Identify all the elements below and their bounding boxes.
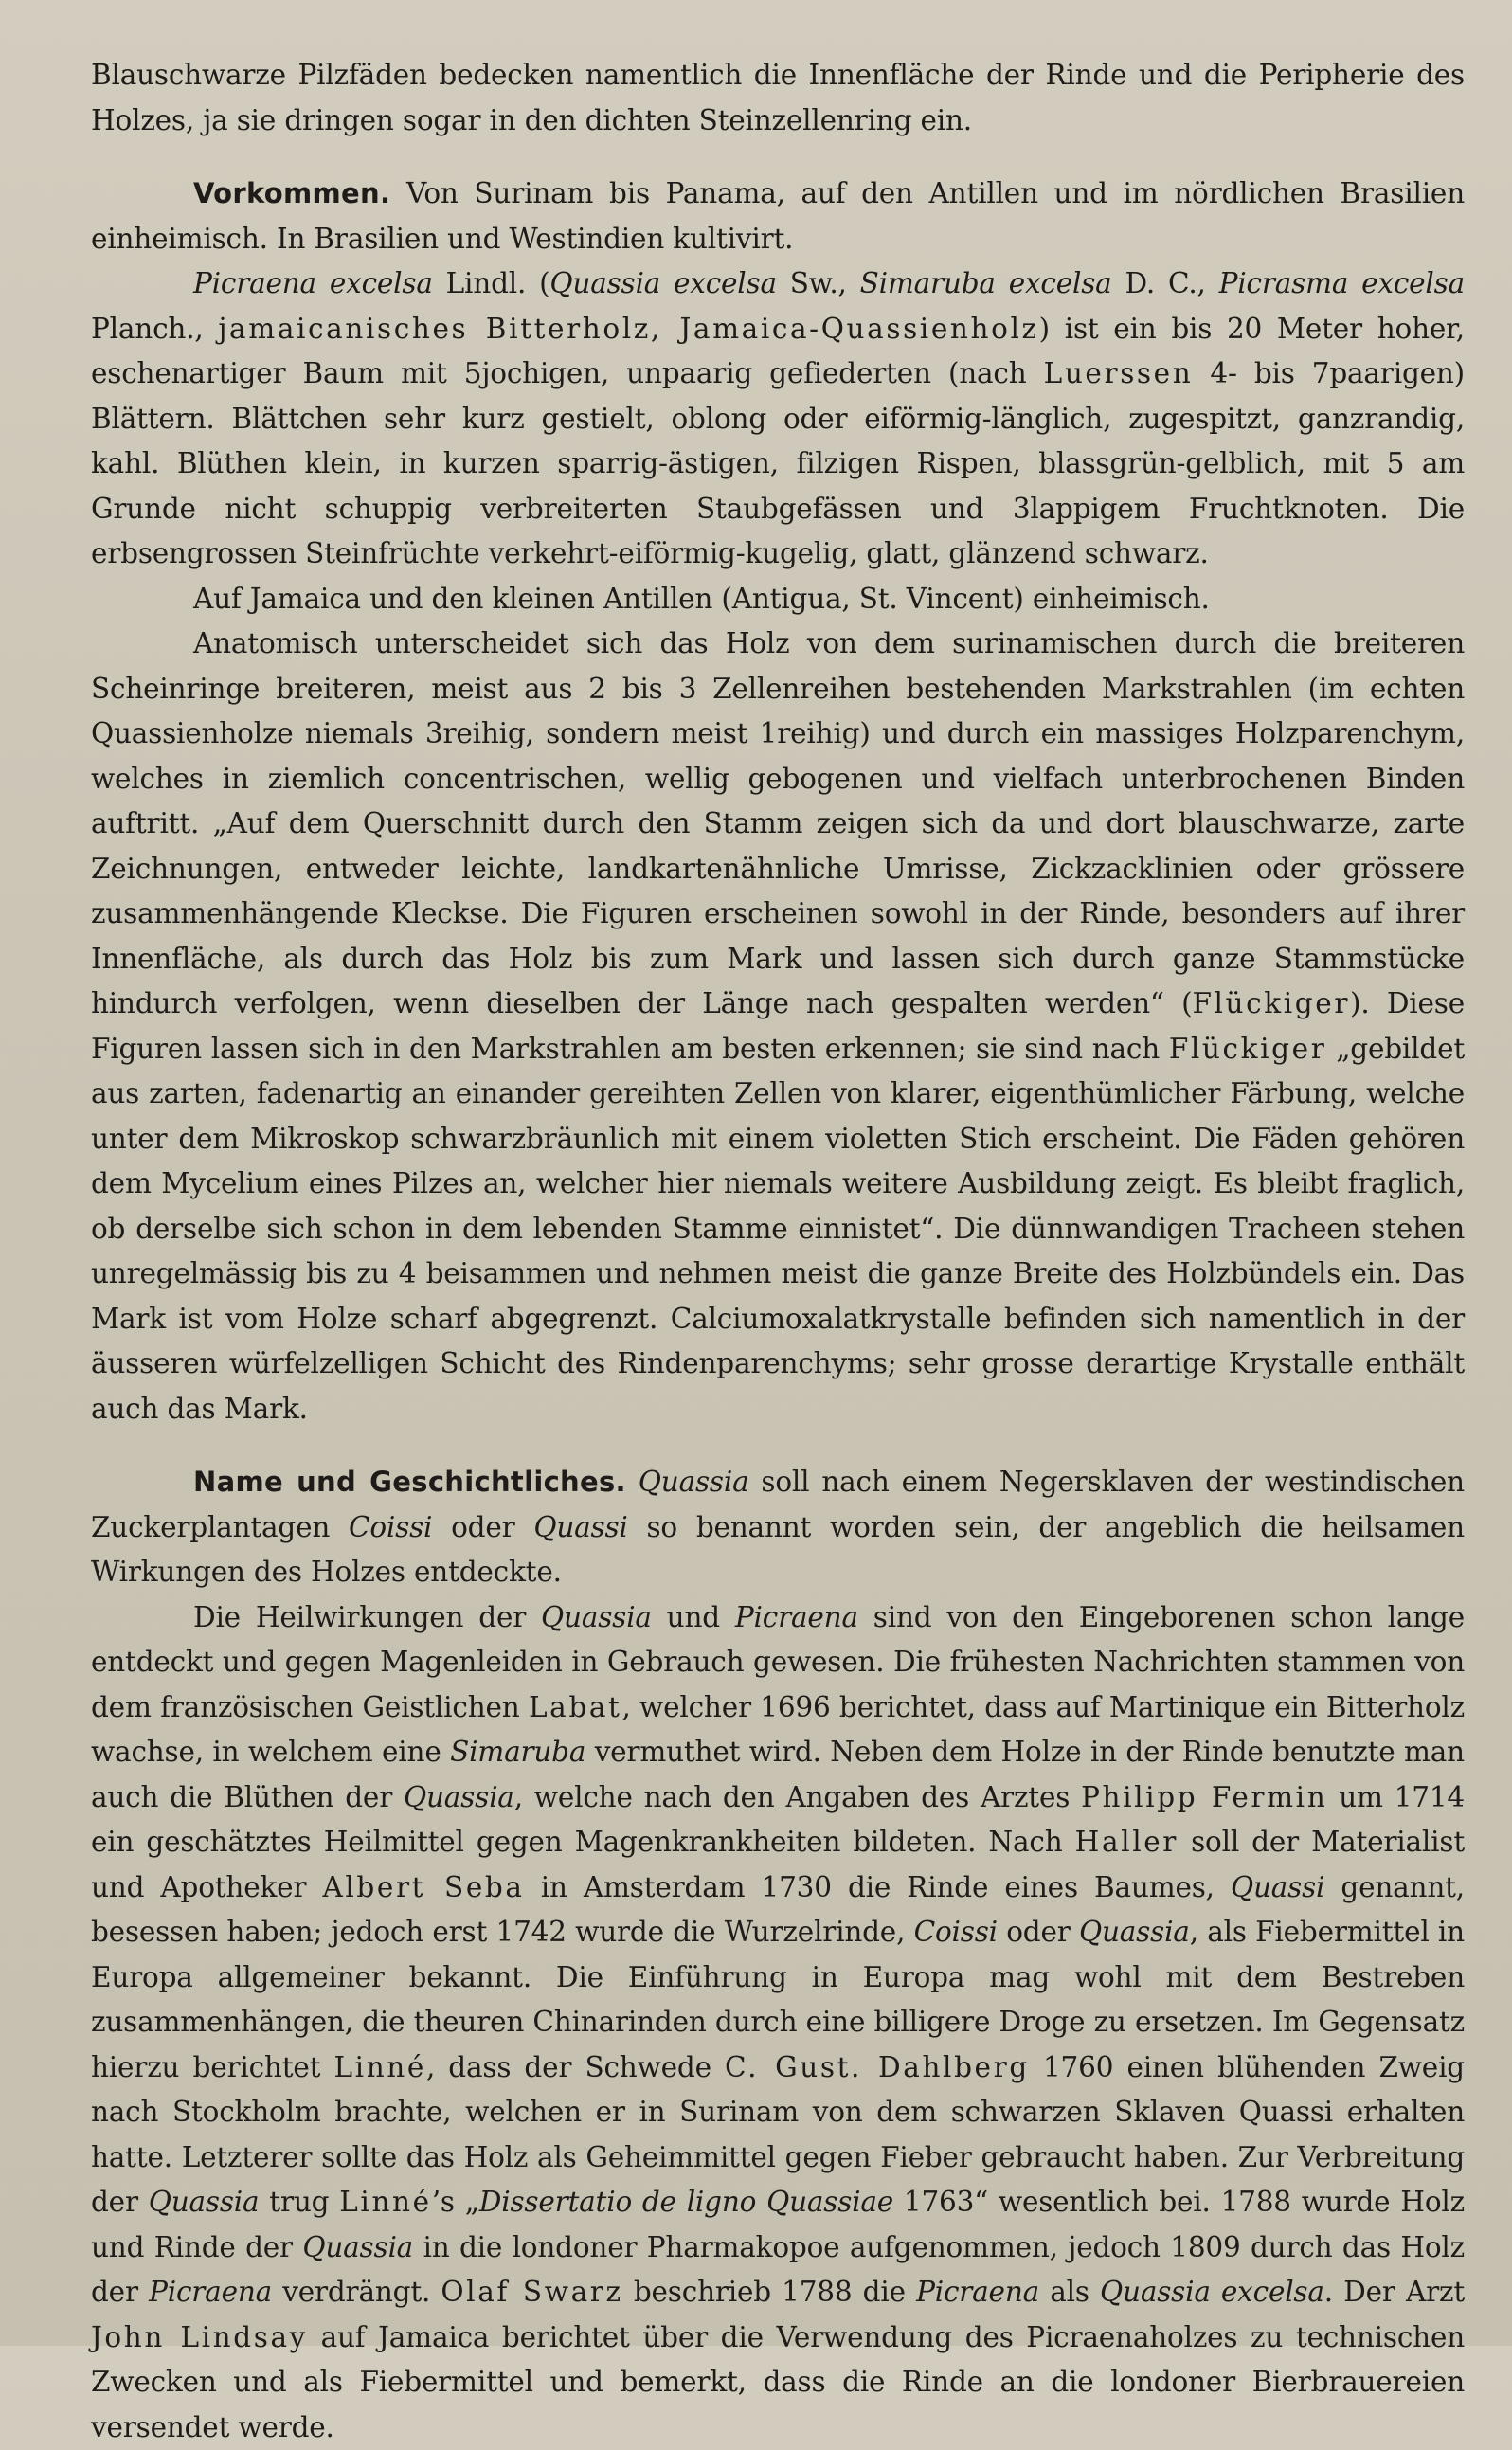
italic-term: Simaruba excelsa [860,267,1112,299]
paragraph-jamaica [91,577,1465,622]
spaced-name: Philipp Fermin [1081,1781,1327,1813]
italic-term: Coissi [914,1916,998,1948]
text-run: in Amsterdam 1730 die Rinde eines Baumes, [525,1871,1231,1903]
text-run: sind von den Eingeborenen schon lange entdeckt und gegen Magenleiden in Gebrauch gewesen. Die frühesten Nachrichten stammen von dem französischen Geistlichen [91,1601,1465,1723]
italic-term: Quassia [639,1466,749,1498]
text-run: , als Fiebermittel in Europa allgemeiner bekannt. Die Einführung in Europa mag wohl mit dem Bestreben zusammenhängen, die theuren Chinarinden durch eine billigere Droge zu ersetzen. Im Gegensatz hierzu berichtet [91,1916,1465,2083]
text-run: als [1039,2276,1100,2308]
italic-term: Picraena [916,2276,1039,2308]
text-run: Die Heilwirkungen der [193,1601,541,1633]
paragraph-vorkommen [91,171,1465,261]
text-run: Sw., [777,267,860,299]
text-run: 4- bis 7paarigen) Blättern. Blättchen sehr kurz gestielt, oblong oder eiförmig-länglich, zugespitzt, ganzrandig, kahl. Blüthen klein, in kurzen sparrig-ästigen, filzigen Rispen, blassgrün-gelblich, mit 5 am Grunde nicht schuppig verbreiterten Staubgefässen und 3lappigem Fruchtknoten. Die erbsengrossen Steinfrüchte verkehrt-eiförmig-kugelig, glatt, glänzend schwarz. [91,357,1465,569]
paragraph-intro [91,53,1465,143]
text-run: Lindl. ( [433,267,550,299]
text-run: D. C., [1112,267,1219,299]
document-page [91,53,1465,2450]
text-run: soll der Materialist und Apotheker [91,1826,1465,1903]
italic-term: Picraena [149,2276,272,2308]
spaced-name: Flückiger [1169,1033,1327,1065]
text-run: Planch., [91,313,218,345]
text-run: um 1714 ein geschätztes Heilmittel gegen Magenkrankheiten bildeten. Nach [91,1781,1465,1859]
text-run: und [652,1601,735,1633]
text-run: genannt, besessen haben; jedoch erst 1742 wurde die Wurzelrinde, [91,1871,1465,1949]
italic-term: Quassia [302,2231,413,2263]
italic-term: Picraena excelsa [193,267,433,299]
italic-term: Dissertatio de ligno Quassiae [479,2186,893,2218]
italic-term: Quassia [404,1781,514,1813]
spaced-name: Luerssen [1044,357,1194,389]
spaced-name: Haller [1075,1826,1179,1858]
text-run: soll nach einem Negersklaven der westindischen Zuckerplantagen [91,1466,1465,1543]
italic-term: Quassia excelsa [1100,2276,1324,2308]
paragraph-picraena-excelsa [91,261,1465,577]
text-run: oder [998,1916,1079,1948]
text-run: in die londoner Pharmakopoe aufgenommen, jedoch 1809 durch das Holz der [91,2231,1465,2309]
italic-term: Quassia excelsa [549,267,776,299]
italic-term: Quassia [541,1601,652,1633]
italic-term: Picraena [735,1601,858,1633]
spaced-name: Linné [333,2051,425,2083]
text-run: verdrängt. [272,2276,441,2308]
text-run: beschrieb 1788 die [623,2276,916,2308]
text-run: 1760 einen blühenden Zweig nach Stockholm brachte, welchen er in Surinam von dem schwarzen Sklaven Quassi erhalten hatte. Letzterer sollte das Holz als Geheimmittel gegen Fieber gebraucht haben. Zur Verbreitung der [91,2051,1465,2219]
text-run: trug [259,2186,339,2218]
text-run: , welcher 1696 berichtet, dass auf Martinique ein Bitterholz wachse, in welchem eine [91,1691,1465,1769]
text-run [626,1466,639,1498]
spaced-name: John Lindsay [91,2321,308,2353]
italic-term: Picrasma excelsa [1219,267,1465,299]
italic-term: Quassi [1231,1871,1324,1903]
paragraph-anatomisch [91,622,1465,1432]
italic-term: Coissi [349,1511,432,1543]
section-heading: Vorkommen. [193,177,390,209]
text-run: Blauschwarze Pilzfäden bedecken namentlich die Innenfläche der Rinde und die Peripherie des Holzes, ja sie dringen sogar in den dichten Steinzellenring ein. [91,59,1465,136]
text-run: oder [432,1511,533,1543]
spaced-name: Albert Seba [322,1871,524,1903]
text-run: ) ist ein bis 20 Meter hoher, eschenartiger Baum mit 5jochigen, unpaarig gefiederten (nach [91,313,1465,390]
text-run: so benannt worden sein, der angeblich die heilsamen Wirkungen des Holzes entdeckte. [91,1511,1465,1589]
spaced-name: Labat [529,1691,622,1723]
text-run: vermuthet wird. Neben dem Holze in der Rinde benutzte man auch die Blüthen der [91,1736,1465,1813]
text-run: 1763“ wesentlich bei. 1788 wurde Holz und Rinde der [91,2186,1465,2263]
section-heading: Name und Geschichtliches. [193,1466,626,1498]
text-run: , welche nach den Angaben des Arztes [514,1781,1081,1813]
text-run: Anatomisch unterscheidet sich das Holz von dem surinamischen durch die breiteren Scheinringe breiteren, meist aus 2 bis 3 Zellenreihen bestehenden Markstrahlen (im echten Quassienholze niemals 3reihig, sondern meist 1reihig) und durch ein massiges Holzparenchym, welches in ziemlich concentrischen, wellig gebogenen und vielfach unterbrochenen Binden auftritt. „Auf dem Querschnitt durch den Stamm zeigen sich da und dort blauschwarze, zarte Zeichnungen, entweder leichte, landkartenähnliche Umrisse, Zickzacklinien oder grössere zusammenhängende Kleckse. Die Figuren erscheinen sowohl in der Rinde, besonders auf ihrer Innenfläche, als durch das Holz bis zum Mark und lassen sich durch ganze Stammstücke hindurch verfolgen, wenn dieselben der Länge nach gespalten werden“ ( [91,627,1465,1019]
text-run: , dass der Schwede [426,2051,725,2083]
spaced-name: Olaf Swarz [441,2276,622,2308]
text-run: Von Surinam bis Panama, auf den Antillen und im nördlichen Brasilien einheimisch. In Brasilien und Westindien kultivirt. [91,177,1465,255]
spaced-name: Linné [339,2186,431,2218]
paragraph-heilwirkungen [91,1595,1465,2450]
spaced-name: jamaicanisches Bitterholz, Jamaica-Quassienholz [218,313,1038,345]
italic-term: Simaruba [450,1736,585,1768]
spaced-name: Flückiger [1192,987,1350,1019]
text-run: „gebildet aus zarten, fadenartig an einander gereihten Zellen von klarer, eigenthümlicher Färbung, welche unter dem Mikroskop schwarzbräunlich mit einem violetten Stich erscheint. Die Fäden gehören dem Mycelium eines Pilzes an, welcher hier niemals weitere Ausbildung zeigt. Es bleibt fraglich, ob derselbe sich schon in dem lebenden Stamme einnistet“. Die dünnwandigen Tracheen stehen unregelmässig bis zu 4 beisammen und nehmen meist die ganze Breite des Holzbündels ein. Das Mark ist vom Holze scharf abgegrenzt. Calciumoxalatkrystalle befinden sich namentlich in der äusseren würfelzelligen Schicht des Rindenparenchyms; sehr grosse derartige Krystalle enthält auch das Mark. [91,1033,1465,1425]
text-run: ). Diese Figuren lassen sich in den Markstrahlen am besten erkennen; sie sind nach [91,987,1465,1065]
spaced-name: C. Gust. Dahlberg [725,2051,1030,2083]
paragraph-name-und-geschichtliches [91,1460,1465,1595]
italic-term: Quassia [1079,1916,1190,1948]
text-run: . Der Arzt [1324,2276,1465,2308]
italic-term: Quassia [149,2186,260,2218]
italic-term: Quassi [533,1511,627,1543]
text-run: ’s „ [432,2186,479,2218]
text-run: auf Jamaica berichtet über die Verwendung des Picraenaholzes zu technischen Zwecken und als Fiebermittel und bemerkt, dass die Rinde an die londoner Bierbrauereien versendet werde. [91,2321,1465,2443]
text-run: Auf Jamaica und den kleinen Antillen (Antigua, St. Vincent) einheimisch. [193,583,1210,615]
